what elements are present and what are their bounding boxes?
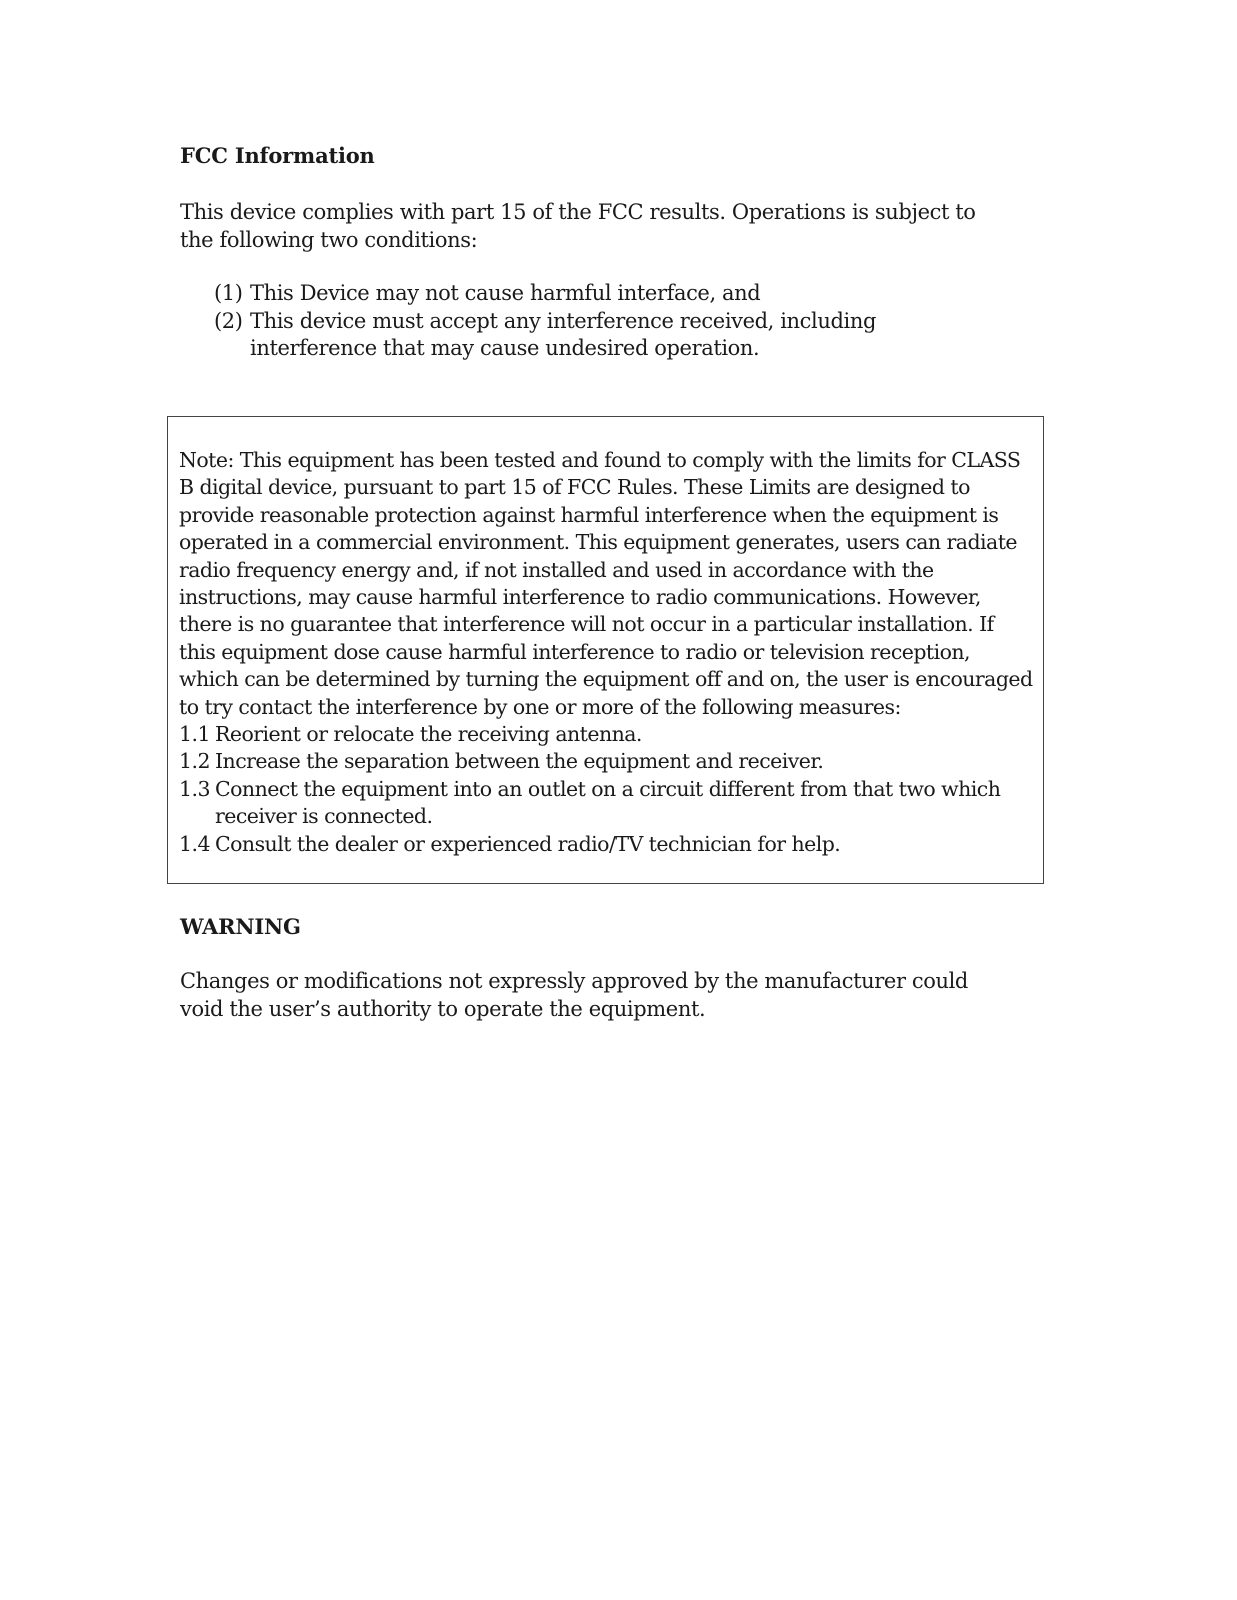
fcc-intro: This device complies with part 15 of the FCC results. Operations is subject to the following two conditions: (180, 200, 976, 252)
condition-number: (2) (214, 308, 243, 333)
measures-list (179, 721, 1035, 858)
note-paragraph: Note: This equipment has been tested and found to comply with the limits for CLASS B digital device, pursuant to part 15 of FCC Rules. These Limits are designed to provide reasonable protection against harmful interference when the equipment is operated in a commercial environment. This equipment generates, users can radiate radio frequency energy and, if not installed and used in accordance with the instructions, may cause harmful interference to radio communications. However, there is no guarantee that interference will not occur in a particular installation. If this equipment dose cause harmful interference to radio or television reception, which can be determined by turning the equipment off and on, the user is encouraged to try contact the interference by one or more of the following measures: (179, 448, 1033, 719)
condition-item (214, 308, 1004, 363)
measure-item (179, 776, 1035, 831)
condition-item (214, 280, 1004, 308)
condition-text: This device must accept any interference received, including interference that may cause undesired operation. (250, 308, 876, 360)
measure-text: Reorient or relocate the receiving antenna. (215, 722, 642, 747)
measure-item (179, 831, 1035, 858)
note-box (167, 416, 1044, 884)
measure-text: Increase the separation between the equipment and receiver. (215, 749, 824, 774)
measure-number: 1.4 (179, 831, 210, 856)
measure-text: Connect the equipment into an outlet on a circuit different from that two which receiver is connected. (215, 776, 1001, 829)
note-content (179, 447, 1035, 858)
measure-number: 1.1 (179, 722, 210, 747)
condition-text: This Device may not cause harmful interface, and (250, 281, 761, 305)
measure-item (179, 748, 1035, 775)
measure-number: 1.2 (179, 749, 210, 774)
warning-text: Changes or modifications not expressly approved by the manufacturer could void the user’s authority to operate the equipment. (180, 969, 968, 1021)
measure-number: 1.3 (179, 776, 210, 801)
measure-item (179, 721, 1035, 748)
conditions-list (214, 280, 1004, 363)
warning-heading: WARNING (180, 914, 301, 939)
condition-number: (1) (214, 281, 243, 305)
fcc-heading: FCC Information (180, 143, 375, 168)
measure-text: Consult the dealer or experienced radio/TV technician for help. (215, 831, 841, 856)
